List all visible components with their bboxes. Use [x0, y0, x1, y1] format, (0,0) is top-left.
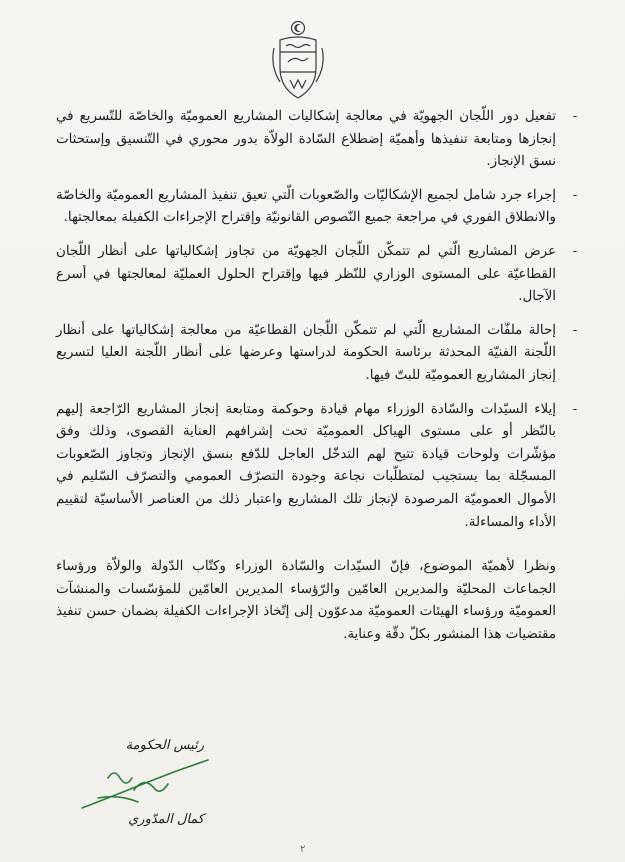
list-item-text: إحالة ملفّات المشاريع الّتي لم تتمكّن اللّجان القطاعيّة من معالجة إشكالياتها على أنظار اللّجنة الفنيّة المحدثة برئاسة الحكومة لدراستها وعرضها على أنظار اللّجنة العليا لتسريع إنجاز المشاريع العموميّة للبتّ فيها. [56, 322, 556, 383]
bullet-dash: - [572, 401, 578, 417]
signature-block [78, 738, 210, 836]
tunisian-coat-of-arms-icon [268, 18, 328, 102]
closing-paragraph: ونظرا لأهميّة الموضوع، فإنّ السيّدات والسّادة الوزراء وكتّاب الدّولة والولاّة ورؤساء الجماعات المحليّة والمديرين العامّين والرّؤساء المديرين العامّين للمؤسّسات والمنشآت العموميّة ورؤساء الهيئات العموميّة مدعوّون إلى إتّخاذ الإجراءات الكفيلة بضمان حسن تنفيذ مقتضيات هذا المنشور بكلّ دقّة وعناية. [56, 559, 556, 642]
page-number: ٢ [300, 844, 306, 855]
list-item [56, 185, 578, 230]
circular-body [56, 106, 578, 660]
bullet-dash: - [572, 187, 578, 203]
list-item [56, 106, 578, 174]
list-item [56, 320, 578, 388]
list-item-text: إجراء جرد شامل لجميع الإشكاليّات والصّعوبات الّتي تعيق تنفيذ المشاريع العموميّة والخاصّة والانطلاق الفوري في مراجعة جميع النّصوص القانونيّة وإقتراح الإجراءات الكفيلة بمعالجتها. [56, 187, 556, 226]
bullet-dash: - [572, 322, 578, 338]
signatory-name: كمال المدّوري [128, 812, 204, 827]
bullet-dash: - [572, 243, 578, 259]
signatory-title: رئيس الحكومة [125, 738, 204, 753]
directive-list [56, 106, 578, 534]
list-item-text: إيلاء السيّدات والسّادة الوزراء مهام قيادة وحوكمة ومتابعة إنجاز المشاريع الرّاجعة إليهم بالنّظر أو على مستوى الهياكل العموميّة تحت إشرافهم العناية القصوى، وذلك وفق مؤشّرات ولوحات قيادة تتيح لهم التدخّل العاجل للدّفع بنسق الإنجاز وتجاوز الصّعوبات المسجّلة بما يستجيب لمتطلّبات نجاعة وجودة التصرّف العمومي والتصرّف السّليم في الأموال العموميّة المرصودة لإنجاز تلك المشاريع واعتبار ذلك من العناصر الأساسيّة لتقييم الأداء والمساءلة. [56, 401, 556, 530]
list-item [56, 241, 578, 309]
list-item [56, 399, 578, 535]
bullet-dash: - [572, 109, 578, 124]
list-item-text: عرض المشاريع الّتي لم تتمكّن اللّجان الجهويّة من تجاوز إشكالياتها على أنظار اللّجان القطاعيّة على المستوى الوزاري للنّظر فيها وإقتراح الحلول العمليّة لمعالجتها في أسرع الآجال. [56, 243, 556, 305]
list-item-text: تفعيل دور اللّجان الجهويّة في معالجة إشكاليات المشاريع العموميّة والخاصّة للتّسريع في إنجازها ومتابعة تنفيذها وأهميّة إضطلاع السّادة الولاّة بدور محوري في التّنسيق وإستحثات نسق الإنجاز. [56, 109, 556, 170]
